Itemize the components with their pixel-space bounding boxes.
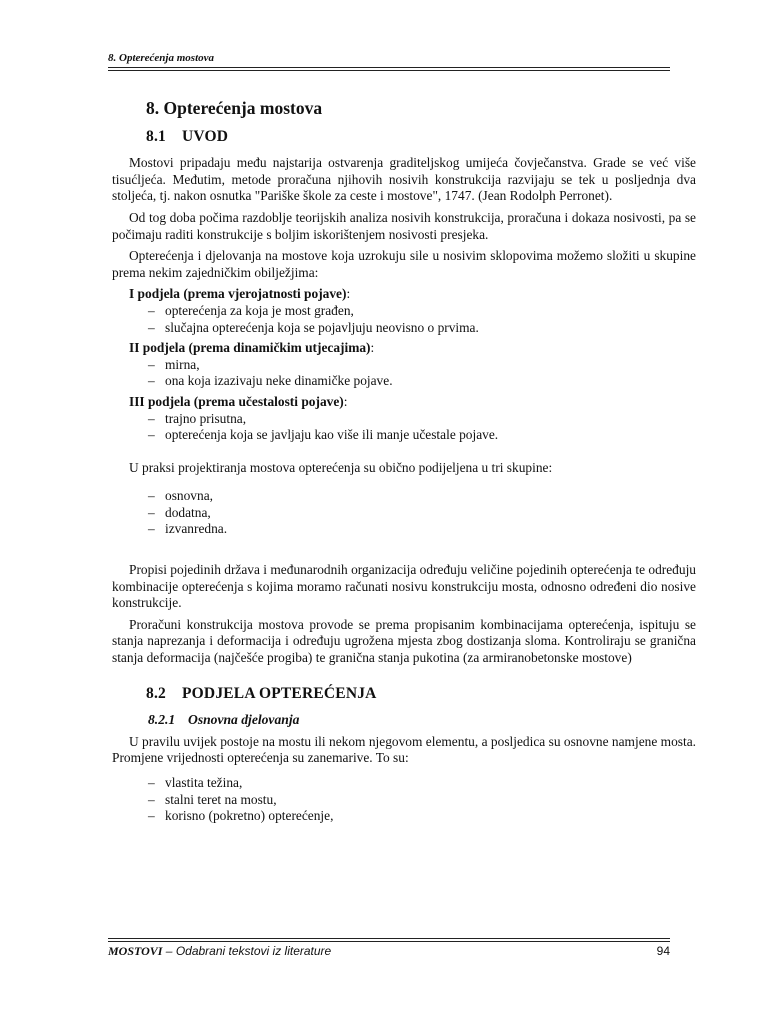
division-heading [129, 286, 696, 303]
list-item: – opterećenja za koja je most građen, [148, 303, 696, 320]
paragraph: U praksi projektiranja mostova opterećenja su obično podijeljena u tri skupine: [129, 459, 553, 475]
section-title: PODJELA OPTEREĆENJA [182, 684, 377, 702]
list-item: – stalni teret na mostu, [148, 792, 696, 809]
list-item: – korisno (pokretno) opterećenje, [148, 808, 696, 825]
list-item: – opterećenja koja se javljaju kao više ili manje učestale pojave. [148, 427, 696, 444]
section-number: 8.2 [146, 684, 166, 702]
list-item: – mirna, [148, 357, 696, 374]
section-heading-podjela [146, 686, 696, 703]
paragraph: Propisi pojedinih država i međunarodnih organizacija određuju veličine pojedinih opterećenja te određuju kombinacije opterećenja s kojima moramo računati nosivu konstrukciju mosta, odnosno određeni dio nosive konstrukcije. [112, 562, 696, 611]
subsection-heading [148, 712, 696, 729]
list-item: – izvanredna. [148, 521, 696, 538]
division-colon: : [343, 393, 348, 409]
basic-actions-list [148, 775, 696, 825]
page-body [112, 100, 696, 829]
practice-list [148, 488, 696, 538]
division-title: III podjela (prema učestalosti pojave) [129, 393, 344, 409]
division-list [148, 411, 696, 444]
footer-separator: – [162, 944, 176, 958]
division-title: II podjela (prema dinamičkim utjecajima) [129, 340, 371, 356]
list-item: – slučajna opterećenja koja se pojavljuju neovisno o prvima. [148, 320, 696, 337]
division-colon: : [346, 286, 351, 302]
division-title: I podjela (prema vjerojatnosti pojave) [129, 286, 347, 302]
subsection-number: 8.2.1 [148, 712, 176, 728]
division-heading [129, 340, 696, 357]
division-heading [129, 394, 696, 411]
paragraph: Mostovi pripadaju među najstarija ostvarenja graditeljskog umijeća čovječanstva. Grade se već više tisućljeća. Međutim, metode proračuna njihovih nosivih konstrukcija razvijaju se tek u posljednja dva stoljeća, tj. nakon osnutka "Pariške škole za ceste i mostove", 1747. (Jean Rodolph Perronet). [112, 155, 696, 204]
division-list [148, 357, 696, 390]
subsection-title: Osnovna djelovanja [188, 712, 300, 728]
footer-book-title: MOSTOVI [108, 944, 163, 958]
footer-subtitle: Odabrani tekstovi iz literature [175, 944, 332, 958]
paragraph: U pravilu uvijek postoje na mostu ili nekom njegovom elementu, a posljedica su osnovne namjene mosta. Promjene vrijednosti opterećenja su zanemarive. To su: [112, 733, 696, 766]
division-list [148, 303, 696, 336]
list-item: – dodatna, [148, 505, 696, 522]
paragraph: Opterećenja i djelovanja na mostove koja uzrokuju sile u nosivim sklopovima možemo složiti u skupine prema nekim zajedničkim obilježjima: [112, 248, 696, 280]
chapter-title: 8. Opterećenja mostova [146, 98, 323, 118]
running-header: 8. Opterećenja mostova [108, 52, 670, 68]
list-item: – vlastita težina, [148, 775, 696, 792]
list-item: – osnovna, [148, 488, 696, 505]
paragraph: Od tog doba počima razdoblje teorijskih analiza nosivih konstrukcija, proračuna i dokaza nosivosti, pa se počimaju raditi konstrukcije s boljim iskorištenjem nosivosti presjeka. [112, 209, 696, 242]
footer-title [108, 942, 331, 959]
section-title: UVOD [182, 127, 229, 145]
page-number: 94 [656, 944, 670, 958]
page-footer [108, 938, 670, 959]
list-item: – trajno prisutna, [148, 411, 696, 428]
list-item: – ona koja izazivaju neke dinamičke pojave. [148, 373, 696, 390]
paragraph: Proračuni konstrukcija mostova provode se prema propisanim kombinacijama opterećenja, ispituju se stanja naprezanja i deformacija i određuju ugrožena mjesta zbog dostizanja sloma. Kontroliraju se granična stanja deformacija (najčešće progiba) te granična stanja pukotina (za armiranobetonske mostove) [112, 616, 696, 666]
division-colon: : [370, 340, 375, 356]
section-heading-uvod [146, 129, 696, 146]
section-number: 8.1 [146, 127, 166, 145]
